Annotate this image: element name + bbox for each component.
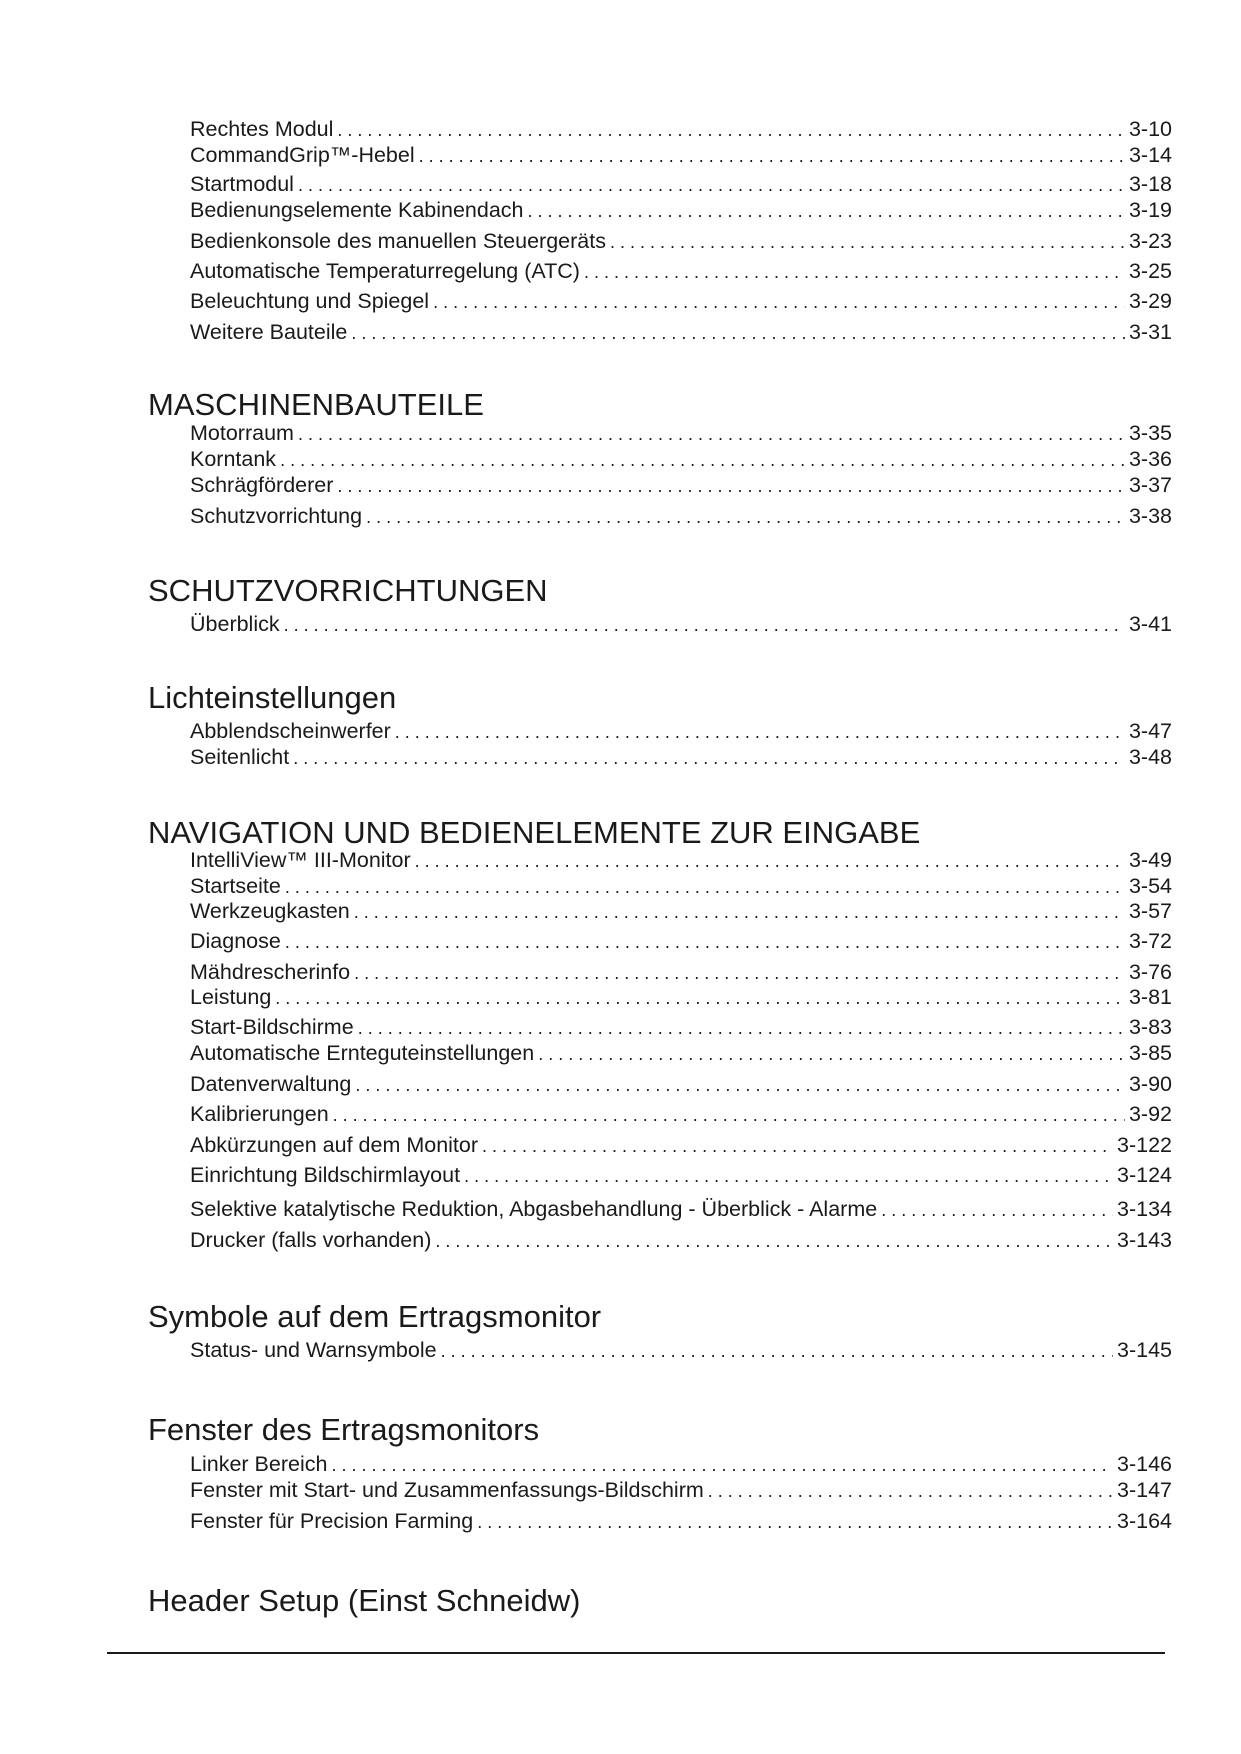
toc-entry[interactable] <box>190 610 1172 638</box>
dot-leader <box>358 1014 1125 1042</box>
dot-leader <box>708 1477 1113 1505</box>
toc-entry-title: Mähdrescherinfo <box>190 960 351 984</box>
dot-leader <box>538 1040 1125 1068</box>
dot-leader <box>482 1132 1113 1160</box>
toc-entry[interactable] <box>190 958 1172 986</box>
toc-entry[interactable] <box>190 743 1172 771</box>
toc-entry-title: Fenster mit Start- und Zusammenfassungs-Bildschirm <box>190 1478 704 1502</box>
dot-leader <box>280 446 1125 474</box>
toc-entry-title: CommandGrip™-Hebel <box>190 143 415 167</box>
toc-entry[interactable] <box>190 1070 1172 1098</box>
footer-rule <box>107 1652 1165 1654</box>
dot-leader <box>337 472 1125 500</box>
dot-leader <box>298 171 1125 199</box>
toc-entry-page: 3-48 <box>1128 745 1172 769</box>
toc-entry[interactable] <box>190 471 1172 499</box>
toc-entry-title: Abblendscheinwerfer <box>190 719 391 743</box>
toc-entry-page: 3-37 <box>1128 473 1172 497</box>
section-heading: Fenster des Ertragsmonitors <box>148 1412 540 1447</box>
toc-entry-page: 3-145 <box>1117 1338 1172 1362</box>
dot-leader <box>293 744 1125 772</box>
toc-entry[interactable] <box>190 170 1172 198</box>
toc-entry[interactable] <box>190 872 1172 900</box>
toc-entry-title: Linker Bereich <box>190 1452 328 1476</box>
toc-entry[interactable] <box>190 1476 1172 1504</box>
toc-entry[interactable] <box>190 1100 1172 1128</box>
toc-entry[interactable] <box>190 927 1172 955</box>
toc-entry[interactable] <box>190 257 1172 285</box>
toc-entry-title: Schutzvorrichtung <box>190 504 363 528</box>
toc-entry-page: 3-29 <box>1128 289 1172 313</box>
dot-leader <box>354 898 1125 926</box>
toc-entry-title: Bedienkonsole des manuellen Steuergeräts <box>190 229 606 253</box>
dot-leader <box>337 116 1125 144</box>
toc-entry[interactable] <box>190 419 1172 447</box>
toc-entry-page: 3-38 <box>1128 504 1172 528</box>
toc-entry-title: Einrichtung Bildschirmlayout <box>190 1163 461 1187</box>
toc-entry-page: 3-49 <box>1128 848 1172 872</box>
section-heading: Lichteinstellungen <box>148 680 397 715</box>
toc-entry[interactable] <box>190 897 1172 925</box>
toc-entry[interactable] <box>190 1039 1172 1067</box>
toc-entry[interactable] <box>190 502 1172 530</box>
dot-leader <box>333 1101 1125 1129</box>
toc-entry-title: Schrägförderer <box>190 473 334 497</box>
toc-entry-page: 3-134 <box>1117 1197 1172 1221</box>
toc-entry-page: 3-146 <box>1117 1452 1172 1476</box>
toc-entry-title: Startmodul <box>190 172 294 196</box>
toc-entry-title: Rechtes Modul <box>190 117 334 141</box>
toc-entry[interactable] <box>190 1450 1172 1478</box>
toc-entry-page: 3-81 <box>1128 985 1172 1009</box>
toc-entry-title: Automatische Temperaturregelung (ATC) <box>190 259 580 283</box>
dot-leader <box>419 142 1125 170</box>
section-heading: MASCHINENBAUTEILE <box>148 387 484 422</box>
toc-entry-page: 3-72 <box>1128 929 1172 953</box>
dot-leader <box>477 1508 1113 1536</box>
toc-entry[interactable] <box>190 1226 1172 1254</box>
toc-entry-title: Bedienungselemente Kabinendach <box>190 198 524 222</box>
dot-leader <box>355 1071 1125 1099</box>
toc-entry-title: Fenster für Precision Farming <box>190 1509 474 1533</box>
toc-entry-page: 3-19 <box>1128 198 1172 222</box>
toc-entry[interactable] <box>190 846 1172 874</box>
dot-leader <box>584 258 1125 286</box>
toc-entry[interactable] <box>190 287 1172 315</box>
toc-entry-title: IntelliView™ III-Monitor <box>190 848 411 872</box>
toc-entry-title: Überblick <box>190 612 280 636</box>
toc-entry-page: 3-85 <box>1128 1041 1172 1065</box>
toc-entry-page: 3-25 <box>1128 259 1172 283</box>
toc-entry-page: 3-57 <box>1128 899 1172 923</box>
toc-entry[interactable] <box>190 115 1172 143</box>
toc-entry-title: Leistung <box>190 985 272 1009</box>
toc-entry-page: 3-92 <box>1128 1102 1172 1126</box>
toc-entry-page: 3-164 <box>1117 1509 1172 1533</box>
section-heading: NAVIGATION UND BEDIENELEMENTE ZUR EINGABE <box>148 815 921 850</box>
toc-entry[interactable] <box>190 1013 1172 1041</box>
toc-entry-title: Start-Bildschirme <box>190 1015 354 1039</box>
toc-entry-page: 3-47 <box>1128 719 1172 743</box>
dot-leader <box>881 1196 1113 1224</box>
dot-leader <box>464 1162 1113 1190</box>
dot-leader <box>275 984 1125 1012</box>
toc-entry-title: Status- und Warnsymbole <box>190 1338 437 1362</box>
toc-entry[interactable] <box>190 1161 1172 1189</box>
toc-entry-title: Kalibrierungen <box>190 1102 329 1126</box>
toc-entry[interactable] <box>190 1507 1172 1535</box>
toc-entry-title: Seitenlicht <box>190 745 290 769</box>
toc-entry-page: 3-76 <box>1128 960 1172 984</box>
toc-entry[interactable] <box>190 1336 1172 1364</box>
toc-entry[interactable] <box>190 141 1172 169</box>
toc-entry[interactable] <box>190 318 1172 346</box>
dot-leader <box>284 611 1125 639</box>
toc-entry-page: 3-23 <box>1128 229 1172 253</box>
toc-entry-title: Startseite <box>190 874 281 898</box>
toc-entry-page: 3-90 <box>1128 1072 1172 1096</box>
toc-entry-title: Automatische Ernteguteinstellungen <box>190 1041 535 1065</box>
toc-entry-page: 3-54 <box>1128 874 1172 898</box>
dot-leader <box>441 1337 1113 1365</box>
toc-entry-page: 3-31 <box>1128 320 1172 344</box>
toc-entry[interactable] <box>190 1131 1172 1159</box>
toc-entry-page: 3-10 <box>1128 117 1172 141</box>
toc-entry-page: 3-124 <box>1117 1163 1172 1187</box>
dot-leader <box>610 228 1125 256</box>
dot-leader <box>528 197 1125 225</box>
toc-entry-title: Diagnose <box>190 929 281 953</box>
section-heading: SCHUTZVORRICHTUNGEN <box>148 573 548 608</box>
toc-entry-title: Werkzeugkasten <box>190 899 350 923</box>
toc-entry[interactable] <box>190 196 1172 224</box>
dot-leader <box>351 319 1125 347</box>
toc-entry-title: Abkürzungen auf dem Monitor <box>190 1133 479 1157</box>
toc-entry-page: 3-83 <box>1128 1015 1172 1039</box>
dot-leader <box>366 503 1125 531</box>
toc-entry-page: 3-41 <box>1128 612 1172 636</box>
toc-entry-page: 3-122 <box>1117 1133 1172 1157</box>
dot-leader <box>285 928 1125 956</box>
toc-entry-page: 3-18 <box>1128 172 1172 196</box>
dot-leader <box>435 1227 1113 1255</box>
toc-entry-title: Selektive katalytische Reduktion, Abgasbehandlung - Überblick - Alarme <box>190 1197 878 1221</box>
toc-entry-page: 3-147 <box>1117 1478 1172 1502</box>
dot-leader <box>298 420 1125 448</box>
dot-leader <box>433 288 1125 316</box>
dot-leader <box>395 718 1125 746</box>
toc-entry[interactable] <box>190 717 1172 745</box>
toc-entry[interactable] <box>190 227 1172 255</box>
toc-entry-page: 3-14 <box>1128 143 1172 167</box>
toc-entry[interactable] <box>190 445 1172 473</box>
section-heading: Header Setup (Einst Schneidw) <box>148 1583 581 1618</box>
toc-entry-title: Drucker (falls vorhanden) <box>190 1228 432 1252</box>
toc-entry[interactable] <box>190 1195 1172 1223</box>
dot-leader <box>331 1451 1113 1479</box>
toc-entry-title: Weitere Bauteile <box>190 320 348 344</box>
section-heading: Symbole auf dem Ertragsmonitor <box>148 1299 602 1334</box>
toc-entry-title: Beleuchtung und Spiegel <box>190 289 430 313</box>
toc-entry-page: 3-143 <box>1117 1228 1172 1252</box>
dot-leader <box>415 847 1125 875</box>
toc-entry[interactable] <box>190 983 1172 1011</box>
toc-entry-page: 3-36 <box>1128 447 1172 471</box>
toc-entry-title: Korntank <box>190 447 277 471</box>
toc-entry-title: Datenverwaltung <box>190 1072 352 1096</box>
toc-entry-page: 3-35 <box>1128 421 1172 445</box>
toc-entry-title: Motorraum <box>190 421 294 445</box>
